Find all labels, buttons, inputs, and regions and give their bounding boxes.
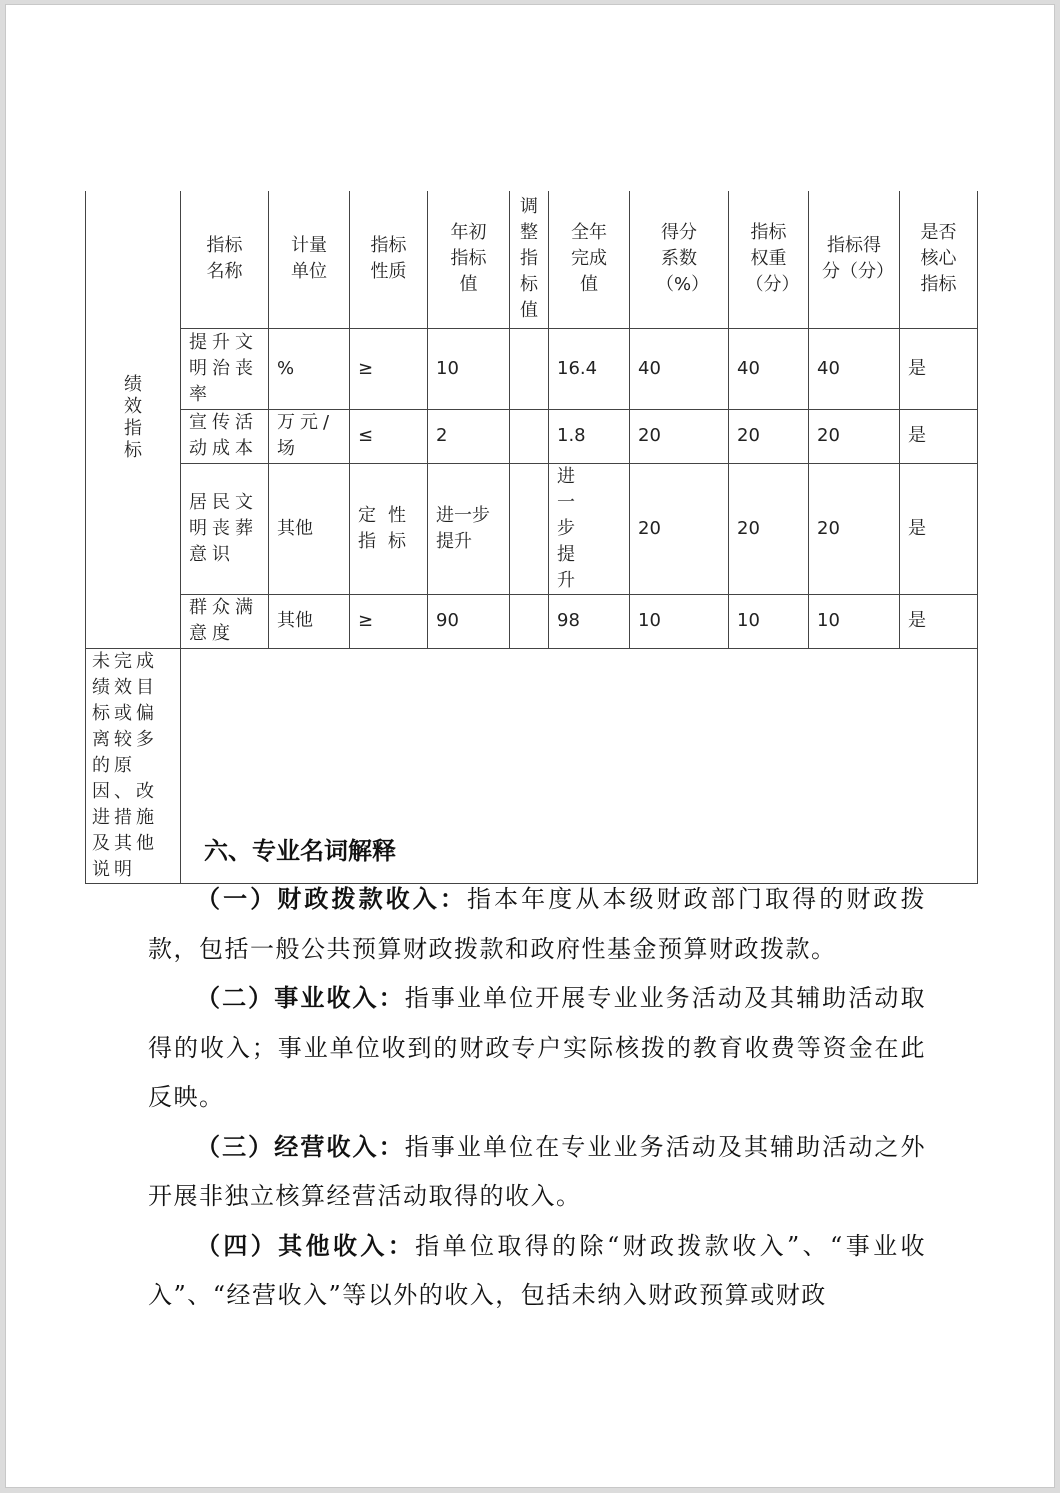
document-page: [5, 4, 1055, 1488]
actual-value-cell: 16.4: [549, 328, 630, 409]
weight-cell: 20: [729, 409, 809, 463]
coefficient-cell: 10: [630, 594, 729, 648]
nature-cell: ≥: [350, 328, 428, 409]
actual-value-cell: 1.8: [549, 409, 630, 463]
header-cell: 年初指标值: [428, 191, 510, 328]
table-row: [86, 328, 978, 409]
header-cell: 指标性质: [350, 191, 428, 328]
nature-cell: ≤: [350, 409, 428, 463]
indicator-name: 提升文明治丧率: [181, 328, 269, 409]
score-cell: 10: [809, 594, 900, 648]
nature-cell: 定性指标: [350, 463, 428, 594]
header-cell: 全年完成值: [549, 191, 630, 328]
indicator-name: 宣传活动成本: [181, 409, 269, 463]
actual-value-cell: 进一步提升: [549, 463, 630, 594]
notes-label: 未完成绩效目标或偏离较多的原因、改进措施及其他说明: [86, 648, 181, 883]
glossary-term: （三）经营收入：: [196, 1132, 405, 1161]
glossary-definition: 指事业单位在专业业务活动及其辅助活动之外开展非独立核算经营活动取得的收入。: [148, 1132, 927, 1210]
glossary-term: （四）其他收入：: [196, 1231, 416, 1260]
header-cell: 指标名称: [181, 191, 269, 328]
core-flag-cell: 是: [900, 409, 978, 463]
glossary-definition: 指本年度从本级财政部门取得的财政拨款，包括一般公共预算财政拨款和政府性基金预算财政拨款。: [148, 885, 927, 963]
adjusted-value-cell: [510, 328, 549, 409]
glossary-body: [148, 875, 926, 1321]
unit-cell: 万元/场: [269, 409, 350, 463]
header-cell: 是否核心指标: [900, 191, 978, 328]
adjusted-value-cell: [510, 409, 549, 463]
table-row: [86, 594, 978, 648]
adjusted-value-cell: [510, 463, 549, 594]
core-flag-cell: 是: [900, 328, 978, 409]
core-flag-cell: 是: [900, 594, 978, 648]
section-title: 六、专业名词解释: [204, 837, 396, 865]
table-row: [86, 463, 978, 594]
coefficient-cell: 40: [630, 328, 729, 409]
glossary-term: （二）事业收入：: [196, 984, 405, 1012]
header-cell: 指标得分（分）: [809, 191, 900, 328]
glossary-item: [148, 1123, 926, 1222]
header-cell: 指标权重（分）: [729, 191, 809, 328]
adjusted-value-cell: [510, 594, 549, 648]
side-label-cell: [86, 191, 181, 648]
nature-cell: ≥: [350, 594, 428, 648]
table-header-row: [86, 191, 978, 328]
coefficient-cell: 20: [630, 409, 729, 463]
score-cell: 20: [809, 409, 900, 463]
actual-value-cell: 98: [549, 594, 630, 648]
glossary-definition: 指单位取得的除“财政拨款收入”、“事业收入”、“经营收入”等以外的收入，包括未纳入财政预算或财政: [148, 1231, 926, 1309]
score-cell: 20: [809, 463, 900, 594]
glossary-item: [148, 1222, 926, 1321]
performance-indicator-table: [85, 191, 978, 884]
table-row: [86, 409, 978, 463]
indicator-name: 居民文明丧葬意识: [181, 463, 269, 594]
header-cell: 计量单位: [269, 191, 350, 328]
side-label: 绩效指标: [124, 374, 142, 462]
unit-cell: %: [269, 328, 350, 409]
header-cell: 得分系数（%）: [630, 191, 729, 328]
initial-value-cell: 进一步提升: [428, 463, 510, 594]
initial-value-cell: 2: [428, 409, 510, 463]
glossary-definition: 指事业单位开展专业业务活动及其辅助活动取得的收入；事业单位收到的财政专户实际核拨的教育收费等资金在此反映。: [148, 984, 927, 1111]
indicator-name: 群众满意度: [181, 594, 269, 648]
initial-value-cell: 10: [428, 328, 510, 409]
core-flag-cell: 是: [900, 463, 978, 594]
unit-cell: 其他: [269, 594, 350, 648]
glossary-term: （一）财政拨款收入：: [196, 885, 467, 913]
weight-cell: 40: [729, 328, 809, 409]
glossary-item: [148, 974, 926, 1123]
weight-cell: 20: [729, 463, 809, 594]
score-cell: 40: [809, 328, 900, 409]
header-cell: 调整指标值: [510, 191, 549, 328]
glossary-item: [148, 875, 926, 974]
unit-cell: 其他: [269, 463, 350, 594]
weight-cell: 10: [729, 594, 809, 648]
coefficient-cell: 20: [630, 463, 729, 594]
initial-value-cell: 90: [428, 594, 510, 648]
